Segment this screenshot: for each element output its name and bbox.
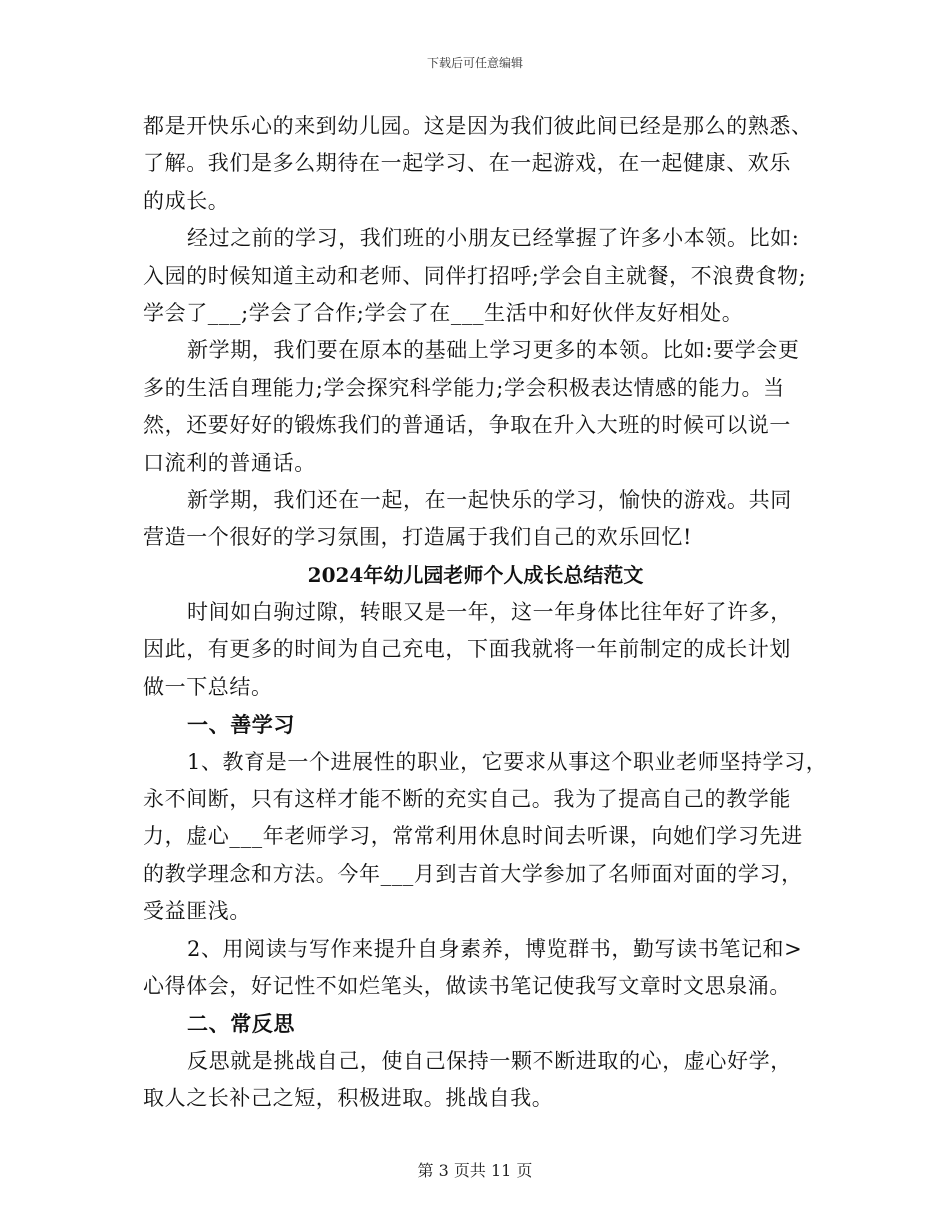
text-line: 1、教育是一个进展性的职业，它要求从事这个职业老师坚持学习，	[187, 749, 828, 774]
text-line: 时间如白驹过隙，转眼又是一年，这一年身体比往年好了许多，	[187, 600, 792, 625]
text-line: 多的生活自理能力;学会探究科学能力;学会积极表达情感的能力。当	[143, 375, 785, 400]
text-line: 永不间断，只有这样才能不断的充实自己。我为了提高自己的教学能	[143, 787, 791, 812]
text-line: 力，虚心___年老师学习，常常利用休息时间去听课，向她们学习先进	[143, 824, 803, 849]
text-line: 新学期，我们还在一起，在一起快乐的学习，愉快的游戏。共同	[187, 487, 792, 512]
section-title: 2024年幼儿园老师个人成长总结范文	[307, 562, 644, 587]
text-line: 学会了___;学会了合作;学会了在___生活中和好伙伴友好相处。	[143, 300, 744, 325]
text-line: 了解。我们是多么期待在一起学习、在一起游戏，在一起健康、欢乐	[143, 151, 791, 176]
text-line: 2、用阅读与写作来提升自身素养，博览群书，勤写读书笔记和>	[187, 936, 803, 961]
text-line: 都是开快乐心的来到幼儿园。这是因为我们彼此间已经是那么的熟悉、	[143, 114, 813, 138]
page-header: 下载后可任意编辑	[426, 56, 523, 70]
section-heading: 一、善学习	[187, 712, 295, 738]
text-line: 的教学理念和方法。今年___月到吉首大学参加了名师面对面的学习，	[143, 861, 803, 886]
text-line: 入园的时候知道主动和老师、同伴打招呼;学会自主就餐，不浪费食物;	[143, 263, 807, 288]
text-line: 取人之长补己之短，积极进取。挑战自我。	[143, 1086, 554, 1111]
text-line: 因此，有更多的时间为自己充电，下面我就将一年前制定的成长计划	[143, 637, 791, 662]
text-line: 反思就是挑战自己，使自己保持一颗不断进取的心，虚心好学，	[187, 1048, 792, 1073]
text-line: 营造一个很好的学习氛围，打造属于我们自己的欢乐回忆!	[143, 525, 693, 550]
text-line: 口流利的普通话。	[143, 450, 316, 475]
document-body	[143, 108, 828, 1118]
text-line: 受益匪浅。	[143, 899, 251, 924]
text-line: 心得体会，好记性不如烂笔头，做读书笔记使我写文章时文思泉涌。	[143, 973, 791, 998]
text-line: 经过之前的学习，我们班的小朋友已经掌握了许多小本领。比如:	[187, 226, 800, 251]
page-footer: 第 3 页共 11 页	[417, 1161, 533, 1180]
text-line: 的成长。	[143, 188, 230, 213]
text-line: 然，还要好好的锻炼我们的普通话，争取在升入大班的时候可以说一	[143, 413, 791, 438]
section-heading: 二、常反思	[187, 1011, 295, 1037]
text-line: 做一下总结。	[143, 674, 273, 699]
text-line: 新学期，我们要在原本的基础上学习更多的本领。比如:要学会更	[187, 338, 800, 363]
